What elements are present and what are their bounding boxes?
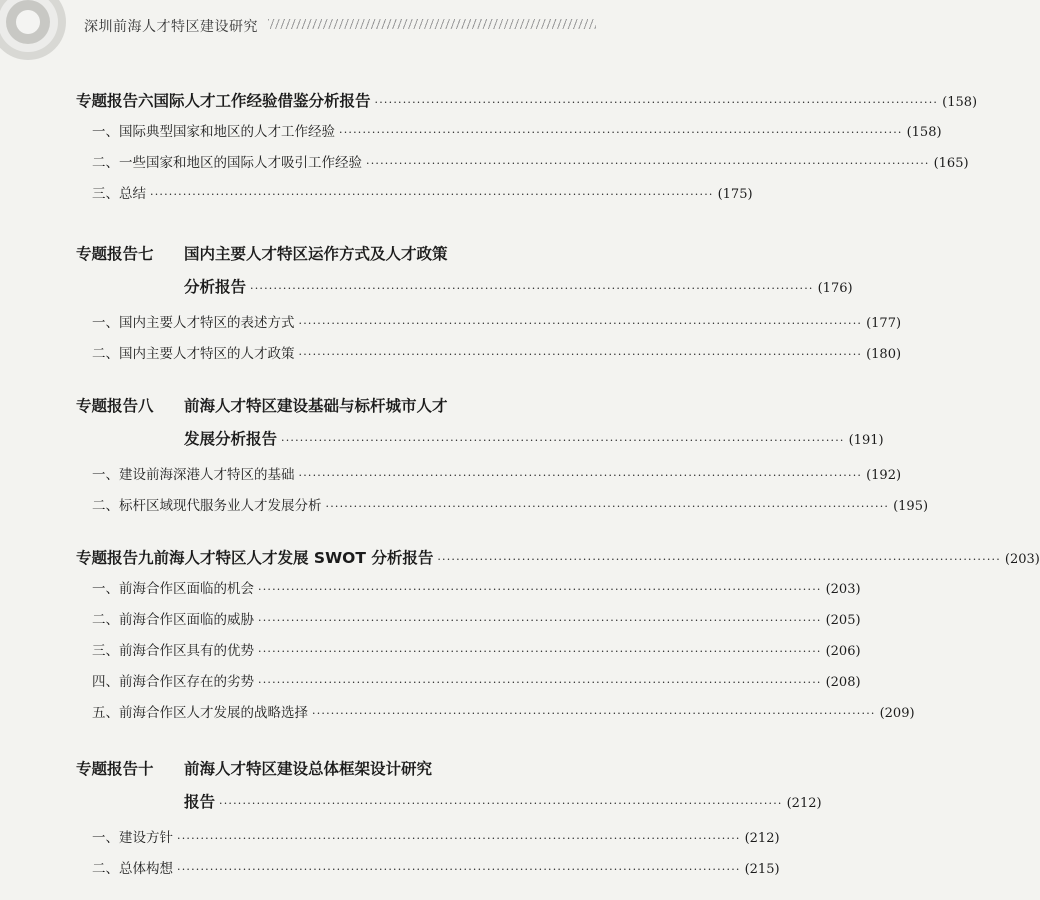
leader-dots: ························································································································	[258, 645, 822, 658]
section-heading[interactable]	[76, 546, 1040, 570]
leader-dots: ························································································································	[250, 282, 814, 295]
leader-dots: ························································································································	[325, 500, 890, 513]
toc-entry[interactable]	[92, 342, 902, 362]
toc-entry[interactable]	[92, 463, 902, 483]
section-heading[interactable]	[76, 89, 978, 113]
toc-entry[interactable]	[92, 311, 902, 331]
section-number: 专题报告八	[76, 397, 154, 415]
toc-entry[interactable]	[92, 182, 753, 202]
page-number: (158)	[942, 95, 978, 110]
entry-title: 二、前海合作区面临的威胁	[92, 612, 254, 628]
section-title: 前海人才特区建设基础与标杆城市人才	[184, 397, 448, 415]
leader-dots: ························································································································	[339, 126, 903, 139]
leader-dots: ························································································································	[437, 553, 1001, 566]
toc-entry[interactable]	[92, 701, 915, 721]
toc-entry[interactable]	[92, 670, 861, 690]
leader-dots: ························································································································	[281, 434, 845, 447]
section-heading-continued[interactable]	[184, 427, 884, 451]
page-number: (206)	[825, 644, 861, 659]
leader-dots: ························································································································	[150, 188, 714, 201]
toc-entry[interactable]	[92, 151, 969, 171]
leader-dots: ························································································································	[258, 583, 822, 596]
page-number: (191)	[848, 433, 884, 448]
page-number: (176)	[817, 281, 853, 296]
section-title: 前海人才特区建设总体框架设计研究	[184, 760, 433, 778]
section-number: 专题报告七	[76, 245, 154, 263]
leader-dots: ························································································································	[177, 832, 741, 845]
page-number: (158)	[906, 125, 942, 140]
section-heading-continued[interactable]	[184, 790, 822, 814]
entry-title: 一、国内主要人才特区的表述方式	[92, 315, 295, 331]
toc-entry[interactable]	[92, 494, 929, 514]
section-number: 专题报告九	[76, 549, 154, 567]
entry-title: 二、标杆区域现代服务业人才发展分析	[92, 498, 322, 514]
header-hatch-rule	[268, 19, 596, 29]
toc-entry[interactable]	[92, 608, 861, 628]
page-number: (192)	[866, 468, 902, 483]
page-number: (180)	[866, 347, 902, 362]
section-heading[interactable]	[76, 242, 576, 266]
section-title: 前海人才特区人才发展 SWOT 分析报告	[153, 549, 434, 567]
page-number: (209)	[879, 706, 915, 721]
leader-dots: ························································································································	[312, 707, 876, 720]
entry-title: 五、前海合作区人才发展的战略选择	[92, 705, 308, 721]
section-number: 专题报告十	[76, 760, 154, 778]
toc-entry[interactable]	[92, 857, 780, 877]
leader-dots: ························································································································	[177, 863, 741, 876]
page-header	[0, 0, 600, 44]
section-number: 专题报告六	[76, 92, 154, 110]
section-title-continued: 分析报告	[184, 278, 247, 296]
page-number: (203)	[825, 582, 861, 597]
section-title: 国内主要人才特区运作方式及人才政策	[184, 245, 448, 263]
section-title: 国际人才工作经验借鉴分析报告	[153, 92, 371, 110]
leader-dots: ························································································································	[374, 96, 939, 109]
page-number: (165)	[933, 156, 969, 171]
entry-title: 一、建设方针	[92, 830, 173, 846]
section-title-continued: 报告	[184, 793, 216, 811]
running-title: 深圳前海人才特区建设研究	[84, 19, 258, 35]
page-number: (177)	[866, 316, 902, 331]
leader-dots: ························································································································	[258, 676, 822, 689]
entry-title: 一、建设前海深港人才特区的基础	[92, 467, 295, 483]
entry-title: 四、前海合作区存在的劣势	[92, 674, 254, 690]
leader-dots: ························································································································	[366, 157, 930, 170]
toc-entry[interactable]	[92, 639, 861, 659]
entry-title: 三、前海合作区具有的优势	[92, 643, 254, 659]
toc-entry[interactable]	[92, 120, 942, 140]
book-emblem-icon	[0, 0, 70, 64]
leader-dots: ························································································································	[219, 797, 783, 810]
toc-entry[interactable]	[92, 826, 780, 846]
page-number: (215)	[744, 862, 780, 877]
page-number: (208)	[825, 675, 861, 690]
entry-title: 一、国际典型国家和地区的人才工作经验	[92, 124, 335, 140]
page-number: (212)	[744, 831, 780, 846]
leader-dots: ························································································································	[298, 348, 863, 361]
entry-title: 三、总结	[92, 186, 146, 202]
leader-dots: ························································································································	[298, 317, 863, 330]
page-number: (205)	[825, 613, 861, 628]
page-number: (195)	[893, 499, 929, 514]
entry-title: 二、一些国家和地区的国际人才吸引工作经验	[92, 155, 362, 171]
entry-title: 一、前海合作区面临的机会	[92, 581, 254, 597]
section-heading[interactable]	[76, 757, 576, 781]
entry-title: 二、国内主要人才特区的人才政策	[92, 346, 295, 362]
section-heading-continued[interactable]	[184, 275, 853, 299]
leader-dots: ························································································································	[258, 614, 822, 627]
entry-title: 二、总体构想	[92, 861, 173, 877]
leader-dots: ························································································································	[298, 469, 863, 482]
page-number: (203)	[1004, 552, 1040, 567]
page-number: (175)	[717, 187, 753, 202]
page-number: (212)	[786, 796, 822, 811]
section-title-continued: 发展分析报告	[184, 430, 278, 448]
section-heading[interactable]	[76, 394, 576, 418]
toc-entry[interactable]	[92, 577, 861, 597]
